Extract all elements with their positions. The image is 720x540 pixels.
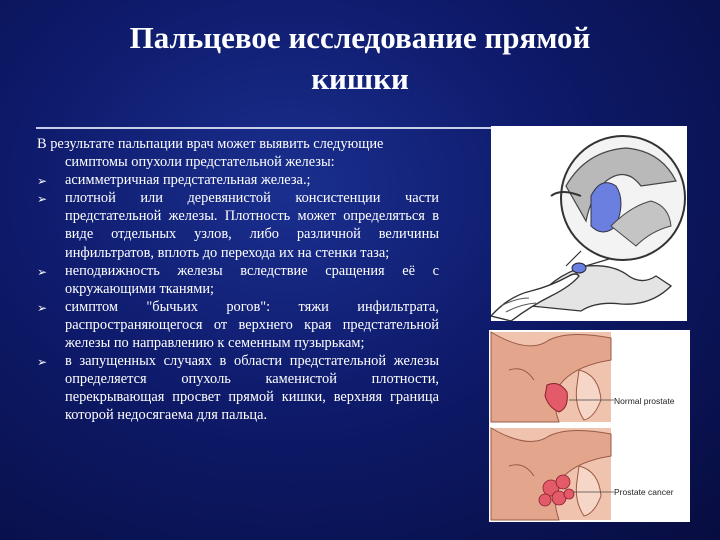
symptom-list [37,171,439,424]
rectal-exam-svg [491,126,687,321]
list-item: ➢ неподвижность железы вследствие сращения её с окружающими тканями; [37,262,439,297]
list-item: ➢ плотной или деревянистой консистенции части предстательной железы. Плотность может определяться в виде отдельных узлов, либо различной величины инфильтратов, вплоть до перехода их на стенки таза; [37,190,439,261]
prostate-comparison-figure [489,330,690,522]
arrow-bullet-icon: ➢ [37,192,48,207]
rectal-exam-illustration [491,126,687,321]
intro-paragraph: В результате пальпации врач может выявить следующие симптомы опухоли предстательной железы: [37,136,384,171]
page-title [60,18,660,100]
arrow-bullet-icon: ➢ [37,300,48,315]
list-item: ➢ симптом "бычьих рогов": тяжи инфильтрата, распространяющегося от верхнего края предстательной железы по направлению к семенным пузырькам; [37,298,439,352]
arrow-bullet-icon: ➢ [37,264,48,279]
list-item: ➢ в запущенных случаях в области предстательной железы определяется опухоль каменистой плотности, перекрывающая просвет прямой кишки, верхняя граница которой недосягаема для пальца. [37,353,439,424]
title-line-1: Пальцевое исследование прямой [129,20,591,55]
arrow-bullet-icon: ➢ [37,355,48,370]
arrow-bullet-icon: ➢ [37,174,48,189]
title-line-2: кишки [311,60,409,96]
list-item: ➢ асимметричная предстательная железа.; [37,171,439,189]
body-text [37,135,439,425]
normal-prostate-label: Normal prostate [614,396,675,406]
prostate-cancer-label: Prostate cancer [614,487,674,497]
